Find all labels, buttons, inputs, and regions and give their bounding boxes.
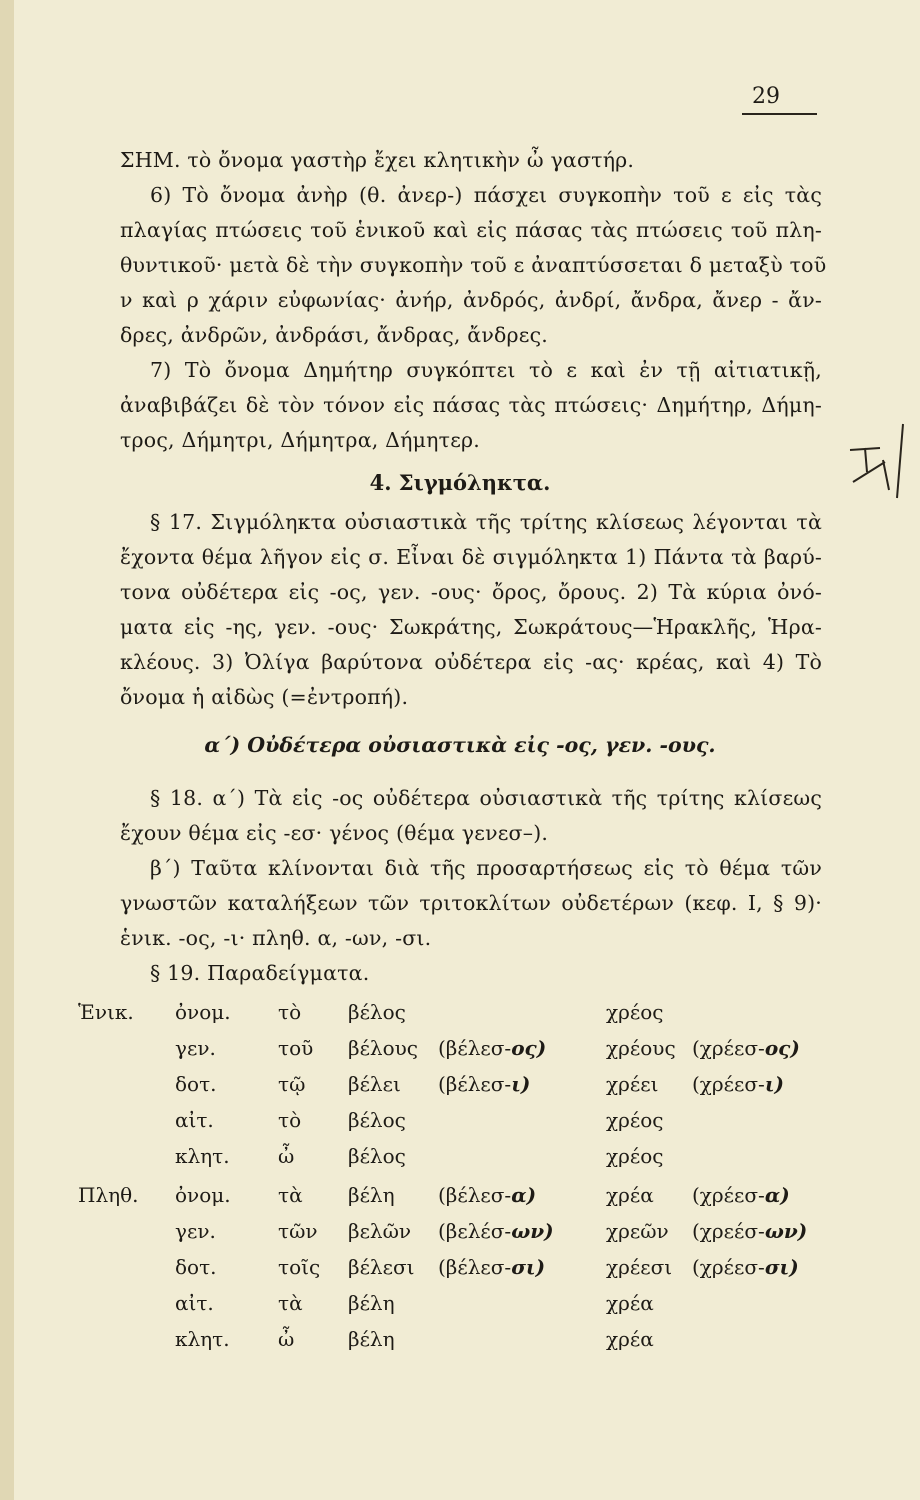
text-line: τονα οὐδέτερα εἰς -ος, γεν. -ους· ὄρος, ὄρους. 2) Τὰ κύρια ὀνό- — [120, 580, 822, 604]
analysis-belos — [438, 1072, 530, 1096]
ending: σι) — [511, 1255, 546, 1279]
analysis-belos — [438, 1219, 554, 1243]
stem: (χρέεσ- — [692, 1183, 765, 1207]
text-line: ν καὶ ρ χάριν εὐφωνίας· ἀνήρ, ἀνδρός, ἀνδρί, ἄνδρα, ἄνερ - ἄν- — [120, 288, 822, 312]
form-belos: βέλη — [348, 1291, 395, 1315]
form-belos: βέλος — [348, 1000, 406, 1024]
ending: σι) — [764, 1255, 799, 1279]
analysis-belos — [438, 1255, 545, 1279]
article: τοῦ — [278, 1036, 314, 1060]
form-belos: βέλους — [348, 1036, 418, 1060]
number-label: Ἑνικ. — [78, 1000, 134, 1024]
analysis-belos — [438, 1183, 536, 1207]
ending: ος) — [511, 1036, 547, 1060]
text-line: ματα εἰς -ης, γεν. -ους· Σωκράτης, Σωκράτους—Ἡρακλῆς, Ἡρα- — [120, 615, 822, 639]
form-belos: βέλει — [348, 1072, 401, 1096]
form-belos: βέλεσι — [348, 1255, 415, 1279]
article: τῷ — [278, 1072, 306, 1096]
form-chreos: χρεῶν — [606, 1219, 669, 1243]
stem: (βέλεσ- — [438, 1255, 512, 1279]
stem: (βέλεσ- — [438, 1036, 512, 1060]
stem: (βέλεσ- — [438, 1072, 512, 1096]
subsection-heading: α´) Οὐδέτερα οὐσιαστικὰ εἰς -ος, γεν. -ους. — [204, 733, 716, 757]
text-line: 6) Τὸ ὄνομα ἀνὴρ (θ. ἀνερ-) πάσχει συγκοπὴν τοῦ ε εἰς τὰς — [150, 183, 822, 207]
text-line: § 17. Σιγμόληκτα οὐσιαστικὰ τῆς τρίτης κλίσεως λέγονται τὰ — [150, 510, 822, 534]
text-line: δρες, ἀνδρῶν, ἀνδράσι, ἄνδρας, ἄνδρες. — [120, 323, 549, 347]
text-line: β´) Ταῦτα κλίνονται διὰ τῆς προσαρτήσεως εἰς τὸ θέμα τῶν — [150, 856, 822, 880]
text-line: 7) Τὸ ὄνομα Δημήτηρ συγκόπτει τὸ ε καὶ ἐν τῇ αἰτιατικῇ, — [150, 358, 822, 382]
form-chreos: χρέος — [606, 1144, 664, 1168]
text-line: πλαγίας πτώσεις τοῦ ἑνικοῦ καὶ εἰς πάσας τὰς πτώσεις τοῦ πλη- — [120, 218, 822, 242]
stem: (χρέεσ- — [692, 1255, 765, 1279]
text-line: ἔχουν θέμα εἰς -εσ· γένος (θέμα γενεσ–). — [120, 821, 549, 845]
form-chreos: χρέεσι — [606, 1255, 673, 1279]
section-heading: 4. Σιγμόληκτα. — [369, 470, 551, 495]
text-line: κλέους. 3) Ὀλίγα βαρύτονα οὐδέτερα εἰς -ας· κρέας, καὶ 4) Τὸ — [120, 650, 822, 674]
text-line: τρος, Δήμητρι, Δήμητρα, Δήμητερ. — [120, 428, 480, 452]
number-label: Πληθ. — [78, 1183, 139, 1207]
text-line: γνωστῶν καταλήξεων τῶν τριτοκλίτων οὐδετέρων (κεφ. Ι, § 9)· — [120, 891, 822, 915]
article: τὰ — [278, 1291, 303, 1315]
case-label: δοτ. — [175, 1072, 217, 1096]
stem: (βέλεσ- — [438, 1183, 512, 1207]
form-chreos: χρέους — [606, 1036, 676, 1060]
form-belos: βέλος — [348, 1108, 406, 1132]
text-line: ΣΗΜ. τὸ ὄνομα γαστὴρ ἔχει κλητικὴν ὦ γαστήρ. — [120, 148, 635, 172]
analysis-chreos — [692, 1072, 784, 1096]
case-label: κλητ. — [175, 1144, 230, 1168]
form-chreos: χρέος — [606, 1108, 664, 1132]
text-line: § 18. α´) Τὰ εἰς -ος οὐδέτερα οὐσιαστικὰ τῆς τρίτης κλίσεως — [150, 786, 822, 810]
form-belos: βέλος — [348, 1144, 406, 1168]
analysis-chreos — [692, 1219, 807, 1243]
form-belos: βέλη — [348, 1327, 395, 1351]
ending: α) — [511, 1183, 537, 1207]
article: τὸ — [278, 1000, 302, 1024]
stem: (βελέσ- — [438, 1219, 512, 1243]
case-label: κλητ. — [175, 1327, 230, 1351]
page-number: 29 — [752, 84, 780, 109]
form-chreos: χρέα — [606, 1327, 654, 1351]
form-chreos: χρέει — [606, 1072, 659, 1096]
case-label: δοτ. — [175, 1255, 217, 1279]
analysis-chreos — [692, 1255, 799, 1279]
article: ὦ — [278, 1327, 295, 1351]
ending: ων) — [764, 1219, 808, 1243]
case-label: γεν. — [175, 1036, 216, 1060]
text-line: θυντικοῦ· μετὰ δὲ τὴν συγκοπὴν τοῦ ε ἀναπτύσσεται δ μεταξὺ τοῦ — [120, 253, 827, 277]
article: τοῖς — [278, 1255, 321, 1279]
form-chreos: χρέα — [606, 1183, 654, 1207]
ending: ι) — [511, 1072, 531, 1096]
ending: ος) — [764, 1036, 800, 1060]
page-number-rule — [742, 113, 817, 115]
article: τῶν — [278, 1219, 318, 1243]
form-chreos: χρέα — [606, 1291, 654, 1315]
stem: (χρέεσ- — [692, 1036, 765, 1060]
case-label: ὀνομ. — [175, 1000, 231, 1024]
form-belos: βέλη — [348, 1183, 395, 1207]
analysis-chreos — [692, 1036, 800, 1060]
article: τὸ — [278, 1108, 302, 1132]
analysis-belos — [438, 1036, 546, 1060]
ending: ων) — [511, 1219, 554, 1243]
text-line: ἔχοντα θέμα λῆγον εἰς σ. Εἶναι δὲ σιγμόληκτα 1) Πάντα τὰ βαρύ- — [120, 545, 822, 569]
ending: α) — [764, 1183, 790, 1207]
case-label: αἰτ. — [175, 1108, 214, 1132]
text-line: ἑνικ. -ος, -ι· πληθ. α, -ων, -σι. — [120, 926, 432, 950]
case-label: αἰτ. — [175, 1291, 214, 1315]
stem: (χρέεσ- — [692, 1072, 765, 1096]
article: ὦ — [278, 1144, 295, 1168]
case-label: γεν. — [175, 1219, 216, 1243]
analysis-chreos — [692, 1183, 790, 1207]
text-line: ὄνομα ἡ αἰδὼς (=ἐντροπή). — [120, 685, 409, 709]
text-line: § 19. Παραδείγματα. — [150, 961, 370, 985]
ending: ι) — [764, 1072, 784, 1096]
stem: (χρεέσ- — [692, 1219, 765, 1243]
article: τὰ — [278, 1183, 303, 1207]
form-belos: βελῶν — [348, 1219, 412, 1243]
case-label: ὀνομ. — [175, 1183, 231, 1207]
form-chreos: χρέος — [606, 1000, 664, 1024]
text-line: ἀναβιβάζει δὲ τὸν τόνον εἰς πάσας τὰς πτώσεις· Δημήτηρ, Δήμη- — [120, 393, 822, 417]
